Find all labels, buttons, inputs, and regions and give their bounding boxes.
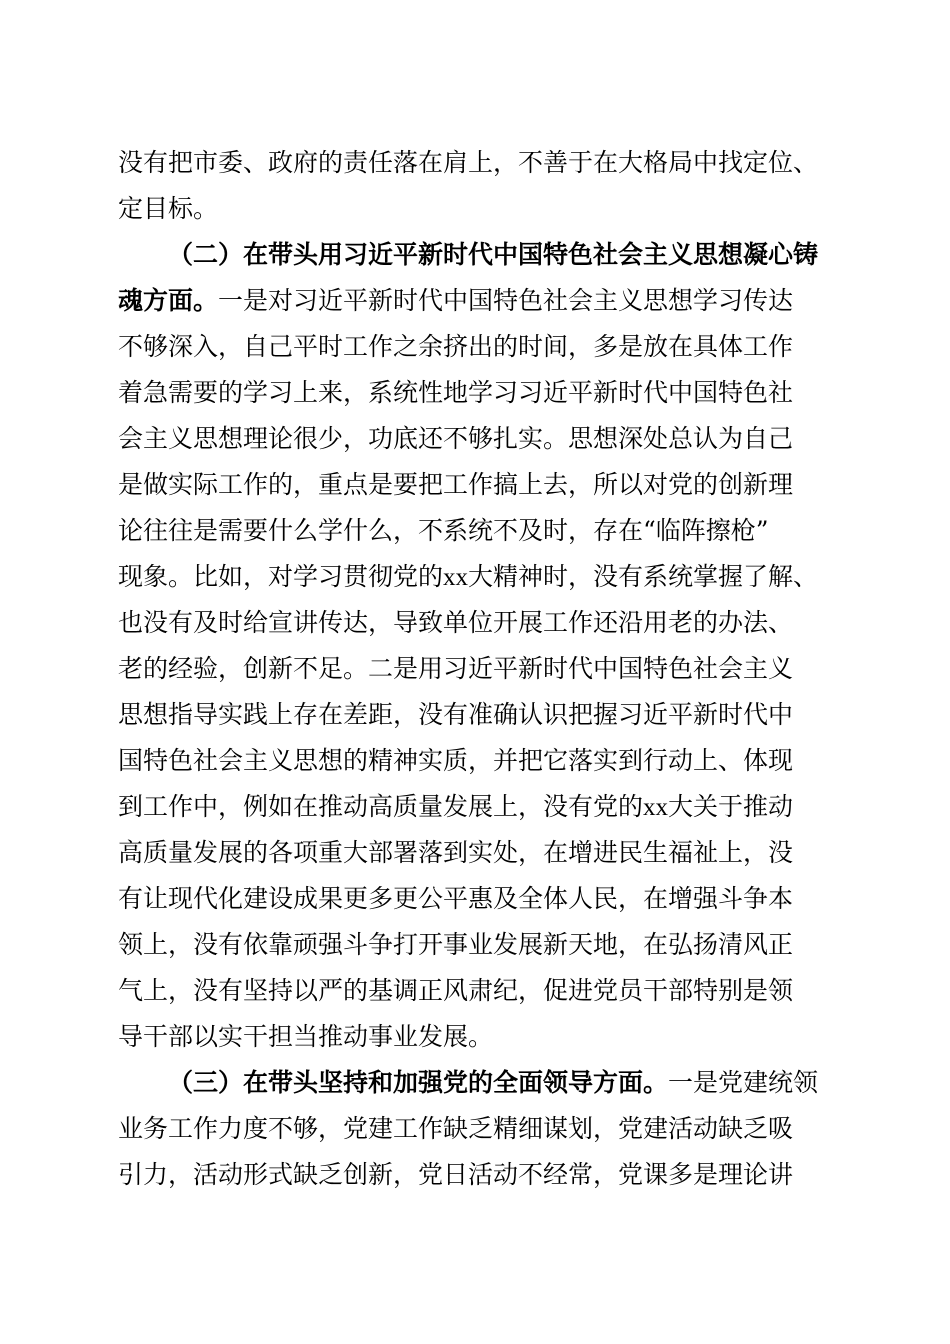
text-line: 业务工作力度不够，党建工作缺乏精细谋划，党建活动缺乏吸 <box>118 1114 794 1143</box>
text-span-latin: xx <box>643 794 669 821</box>
text-line: 引力，活动形式缺乏创新，党日活动不经常，党课多是理论讲 <box>118 1160 794 1189</box>
text-line: 领上，没有依靠顽强斗争打开事业发展新天地，在弘扬清风正 <box>118 930 794 959</box>
text-line: 定目标。 <box>118 194 219 223</box>
text-line: 是做实际工作的，重点是要把工作搞上去，所以对党的创新理 <box>118 470 794 499</box>
text-line: 有让现代化建设成果更多更公平惠及全体人民，在增强斗争本 <box>118 884 794 913</box>
section-heading-2: （二）在带头用习近平新时代中国特色社会主义思想凝心铸 <box>168 240 819 269</box>
text-span-latin: xx <box>443 564 469 591</box>
text-line <box>118 286 793 316</box>
text-line <box>118 562 818 593</box>
text-line: 思想指导实践上存在差距，没有准确认识把握习近平新时代中 <box>118 700 794 729</box>
text-span: 大关于推动 <box>668 792 794 821</box>
text-span: 大精神时，没有系统掌握了解、 <box>468 562 819 591</box>
text-span: 一是对习近平新时代中国特色社会主义思想学习传达 <box>218 286 794 315</box>
text-line: 会主义思想理论很少，功底还不够扎实。思想深处总认为自己 <box>118 424 794 453</box>
text-line: 也没有及时给宣讲传达，导致单位开展工作还沿用老的办法、 <box>118 608 794 637</box>
text-line: 气上，没有坚持以严的基调正风肃纪，促进党员干部特别是领 <box>118 976 794 1005</box>
text-line <box>118 792 793 823</box>
text-span: 一是党建统领 <box>668 1068 819 1097</box>
text-span: 现象。比如，对学习贯彻党的 <box>118 562 444 591</box>
section-heading-2-end: 魂方面。 <box>118 286 219 315</box>
text-line: 论往往是需要什么学什么，不系统不及时，存在“临阵擦枪” <box>118 516 769 545</box>
text-line: 没有把市委、政府的责任落在肩上，不善于在大格局中找定位、 <box>118 148 819 177</box>
text-line: 导干部以实干担当推动事业发展。 <box>118 1022 494 1051</box>
text-span: 到工作中，例如在推动高质量发展上，没有党的 <box>118 792 644 821</box>
text-line: 高质量发展的各项重大部署落到实处，在增进民生福祉上，没 <box>118 838 794 867</box>
text-line: 不够深入，自己平时工作之余挤出的时间，多是放在具体工作 <box>118 332 794 361</box>
text-line: 老的经验，创新不足。二是用习近平新时代中国特色社会主义 <box>118 654 794 683</box>
section-heading-3: （三）在带头坚持和加强党的全面领导方面。 <box>168 1068 669 1097</box>
text-line <box>168 1068 818 1098</box>
text-line: 着急需要的学习上来，系统性地学习习近平新时代中国特色社 <box>118 378 794 407</box>
text-line: 国特色社会主义思想的精神实质，并把它落实到行动上、体现 <box>118 746 794 775</box>
